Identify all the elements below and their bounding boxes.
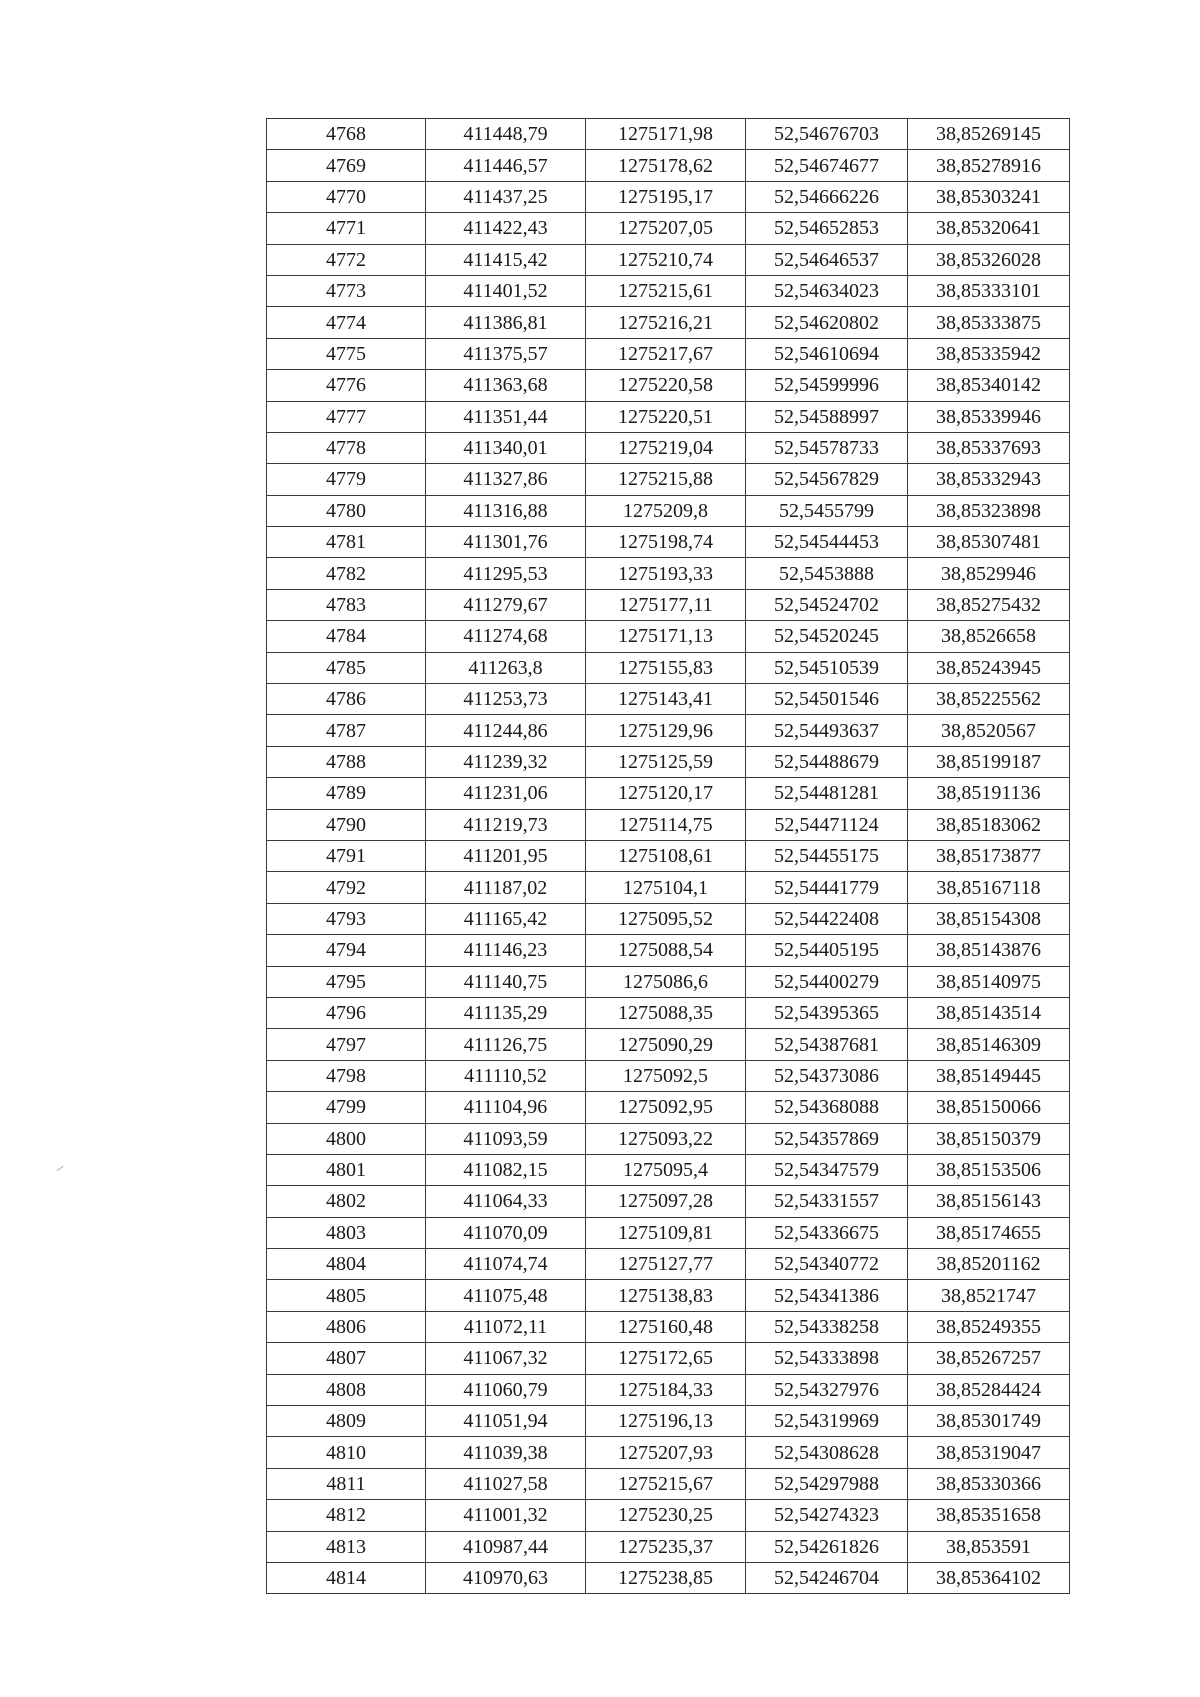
longitude-cell: 38,85243945 [908, 652, 1070, 683]
table-row [267, 338, 1070, 369]
latitude-cell: 52,54341386 [746, 1280, 908, 1311]
table-row [267, 903, 1070, 934]
y-coordinate-cell: 1275129,96 [586, 715, 746, 746]
latitude-cell: 52,54652853 [746, 213, 908, 244]
x-coordinate-cell: 411340,01 [426, 432, 586, 463]
point-number-cell: 4801 [267, 1154, 426, 1185]
point-number-cell: 4808 [267, 1374, 426, 1405]
table-row [267, 966, 1070, 997]
latitude-cell: 52,54357869 [746, 1123, 908, 1154]
y-coordinate-cell: 1275093,22 [586, 1123, 746, 1154]
longitude-cell: 38,85140975 [908, 966, 1070, 997]
longitude-cell: 38,85249355 [908, 1311, 1070, 1342]
y-coordinate-cell: 1275219,04 [586, 432, 746, 463]
table-row [267, 778, 1070, 809]
table-row [267, 370, 1070, 401]
point-number-cell: 4768 [267, 119, 426, 150]
latitude-cell: 52,54338258 [746, 1311, 908, 1342]
table-row [267, 244, 1070, 275]
longitude-cell: 38,85333101 [908, 275, 1070, 306]
y-coordinate-cell: 1275216,21 [586, 307, 746, 338]
point-number-cell: 4772 [267, 244, 426, 275]
table-row [267, 1029, 1070, 1060]
point-number-cell: 4792 [267, 872, 426, 903]
latitude-cell: 52,54493637 [746, 715, 908, 746]
longitude-cell: 38,85351658 [908, 1500, 1070, 1531]
point-number-cell: 4811 [267, 1468, 426, 1499]
point-number-cell: 4785 [267, 652, 426, 683]
latitude-cell: 52,54441779 [746, 872, 908, 903]
x-coordinate-cell: 410970,63 [426, 1562, 586, 1593]
table-row [267, 840, 1070, 871]
y-coordinate-cell: 1275160,48 [586, 1311, 746, 1342]
latitude-cell: 52,54646537 [746, 244, 908, 275]
y-coordinate-cell: 1275171,13 [586, 621, 746, 652]
point-number-cell: 4781 [267, 527, 426, 558]
latitude-cell: 52,54319969 [746, 1406, 908, 1437]
latitude-cell: 52,54471124 [746, 809, 908, 840]
scan-speck [56, 1166, 63, 1171]
y-coordinate-cell: 1275235,37 [586, 1531, 746, 1562]
table-row [267, 715, 1070, 746]
longitude-cell: 38,85167118 [908, 872, 1070, 903]
point-number-cell: 4780 [267, 495, 426, 526]
point-number-cell: 4795 [267, 966, 426, 997]
y-coordinate-cell: 1275184,33 [586, 1374, 746, 1405]
longitude-cell: 38,85191136 [908, 778, 1070, 809]
x-coordinate-cell: 411231,06 [426, 778, 586, 809]
point-number-cell: 4787 [267, 715, 426, 746]
longitude-cell: 38,85340142 [908, 370, 1070, 401]
table-row [267, 307, 1070, 338]
y-coordinate-cell: 1275092,5 [586, 1060, 746, 1091]
point-number-cell: 4796 [267, 997, 426, 1028]
point-number-cell: 4769 [267, 150, 426, 181]
y-coordinate-cell: 1275114,75 [586, 809, 746, 840]
y-coordinate-cell: 1275095,52 [586, 903, 746, 934]
point-number-cell: 4782 [267, 558, 426, 589]
x-coordinate-cell: 411244,86 [426, 715, 586, 746]
latitude-cell: 52,54501546 [746, 684, 908, 715]
x-coordinate-cell: 411239,32 [426, 746, 586, 777]
point-number-cell: 4793 [267, 903, 426, 934]
point-number-cell: 4776 [267, 370, 426, 401]
longitude-cell: 38,85278916 [908, 150, 1070, 181]
table-row [267, 684, 1070, 715]
point-number-cell: 4800 [267, 1123, 426, 1154]
table-row [267, 275, 1070, 306]
y-coordinate-cell: 1275230,25 [586, 1500, 746, 1531]
x-coordinate-cell: 411146,23 [426, 935, 586, 966]
x-coordinate-cell: 410987,44 [426, 1531, 586, 1562]
y-coordinate-cell: 1275195,17 [586, 181, 746, 212]
y-coordinate-cell: 1275220,51 [586, 401, 746, 432]
longitude-cell: 38,8520567 [908, 715, 1070, 746]
y-coordinate-cell: 1275125,59 [586, 746, 746, 777]
x-coordinate-cell: 411093,59 [426, 1123, 586, 1154]
y-coordinate-cell: 1275193,33 [586, 558, 746, 589]
longitude-cell: 38,85153506 [908, 1154, 1070, 1185]
latitude-cell: 52,54674677 [746, 150, 908, 181]
x-coordinate-cell: 411279,67 [426, 589, 586, 620]
latitude-cell: 52,54331557 [746, 1186, 908, 1217]
table-row [267, 181, 1070, 212]
point-number-cell: 4773 [267, 275, 426, 306]
longitude-cell: 38,85326028 [908, 244, 1070, 275]
latitude-cell: 52,54588997 [746, 401, 908, 432]
x-coordinate-cell: 411135,29 [426, 997, 586, 1028]
x-coordinate-cell: 411051,94 [426, 1406, 586, 1437]
latitude-cell: 52,54246704 [746, 1562, 908, 1593]
point-number-cell: 4807 [267, 1343, 426, 1374]
x-coordinate-cell: 411072,11 [426, 1311, 586, 1342]
longitude-cell: 38,85319047 [908, 1437, 1070, 1468]
table-row [267, 1500, 1070, 1531]
point-number-cell: 4774 [267, 307, 426, 338]
longitude-cell: 38,85335942 [908, 338, 1070, 369]
y-coordinate-cell: 1275127,77 [586, 1249, 746, 1280]
point-number-cell: 4790 [267, 809, 426, 840]
table-row [267, 872, 1070, 903]
y-coordinate-cell: 1275138,83 [586, 1280, 746, 1311]
longitude-cell: 38,85174655 [908, 1217, 1070, 1248]
x-coordinate-cell: 411415,42 [426, 244, 586, 275]
table-row [267, 652, 1070, 683]
table-row [267, 621, 1070, 652]
y-coordinate-cell: 1275143,41 [586, 684, 746, 715]
point-number-cell: 4806 [267, 1311, 426, 1342]
point-number-cell: 4804 [267, 1249, 426, 1280]
latitude-cell: 52,54373086 [746, 1060, 908, 1091]
table-row [267, 1249, 1070, 1280]
y-coordinate-cell: 1275097,28 [586, 1186, 746, 1217]
latitude-cell: 52,5453888 [746, 558, 908, 589]
x-coordinate-cell: 411363,68 [426, 370, 586, 401]
table-row [267, 432, 1070, 463]
y-coordinate-cell: 1275086,6 [586, 966, 746, 997]
longitude-cell: 38,8529946 [908, 558, 1070, 589]
x-coordinate-cell: 411064,33 [426, 1186, 586, 1217]
longitude-cell: 38,85143876 [908, 935, 1070, 966]
longitude-cell: 38,85149445 [908, 1060, 1070, 1091]
x-coordinate-cell: 411165,42 [426, 903, 586, 934]
longitude-cell: 38,85173877 [908, 840, 1070, 871]
point-number-cell: 4783 [267, 589, 426, 620]
latitude-cell: 52,54274323 [746, 1500, 908, 1531]
point-number-cell: 4802 [267, 1186, 426, 1217]
y-coordinate-cell: 1275207,05 [586, 213, 746, 244]
longitude-cell: 38,85154308 [908, 903, 1070, 934]
latitude-cell: 52,54567829 [746, 464, 908, 495]
latitude-cell: 52,54676703 [746, 119, 908, 150]
longitude-cell: 38,85199187 [908, 746, 1070, 777]
latitude-cell: 52,54327976 [746, 1374, 908, 1405]
latitude-cell: 52,54634023 [746, 275, 908, 306]
table-row [267, 1092, 1070, 1123]
table-row [267, 1123, 1070, 1154]
point-number-cell: 4775 [267, 338, 426, 369]
latitude-cell: 52,54297988 [746, 1468, 908, 1499]
y-coordinate-cell: 1275171,98 [586, 119, 746, 150]
x-coordinate-cell: 411253,73 [426, 684, 586, 715]
latitude-cell: 52,54308628 [746, 1437, 908, 1468]
longitude-cell: 38,85337693 [908, 432, 1070, 463]
x-coordinate-cell: 411027,58 [426, 1468, 586, 1499]
point-number-cell: 4779 [267, 464, 426, 495]
latitude-cell: 52,54666226 [746, 181, 908, 212]
table-row [267, 809, 1070, 840]
point-number-cell: 4771 [267, 213, 426, 244]
point-number-cell: 4799 [267, 1092, 426, 1123]
longitude-cell: 38,85323898 [908, 495, 1070, 526]
longitude-cell: 38,85269145 [908, 119, 1070, 150]
y-coordinate-cell: 1275172,65 [586, 1343, 746, 1374]
x-coordinate-cell: 411126,75 [426, 1029, 586, 1060]
y-coordinate-cell: 1275095,4 [586, 1154, 746, 1185]
latitude-cell: 52,54261826 [746, 1531, 908, 1562]
y-coordinate-cell: 1275215,88 [586, 464, 746, 495]
table-row [267, 997, 1070, 1028]
longitude-cell: 38,85303241 [908, 181, 1070, 212]
point-number-cell: 4788 [267, 746, 426, 777]
table-row [267, 1531, 1070, 1562]
y-coordinate-cell: 1275198,74 [586, 527, 746, 558]
latitude-cell: 52,54336675 [746, 1217, 908, 1248]
latitude-cell: 52,5455799 [746, 495, 908, 526]
y-coordinate-cell: 1275178,62 [586, 150, 746, 181]
longitude-cell: 38,8526658 [908, 621, 1070, 652]
table-row [267, 1280, 1070, 1311]
x-coordinate-cell: 411104,96 [426, 1092, 586, 1123]
table-row [267, 495, 1070, 526]
point-number-cell: 4810 [267, 1437, 426, 1468]
table-row [267, 1311, 1070, 1342]
x-coordinate-cell: 411263,8 [426, 652, 586, 683]
point-number-cell: 4789 [267, 778, 426, 809]
table-row [267, 150, 1070, 181]
point-number-cell: 4791 [267, 840, 426, 871]
latitude-cell: 52,54422408 [746, 903, 908, 934]
table-row [267, 1437, 1070, 1468]
y-coordinate-cell: 1275215,67 [586, 1468, 746, 1499]
y-coordinate-cell: 1275092,95 [586, 1092, 746, 1123]
table-row [267, 464, 1070, 495]
x-coordinate-cell: 411386,81 [426, 307, 586, 338]
x-coordinate-cell: 411001,32 [426, 1500, 586, 1531]
latitude-cell: 52,54395365 [746, 997, 908, 1028]
table-row [267, 401, 1070, 432]
point-number-cell: 4797 [267, 1029, 426, 1060]
longitude-cell: 38,85364102 [908, 1562, 1070, 1593]
longitude-cell: 38,853591 [908, 1531, 1070, 1562]
latitude-cell: 52,54368088 [746, 1092, 908, 1123]
x-coordinate-cell: 411274,68 [426, 621, 586, 652]
x-coordinate-cell: 411295,53 [426, 558, 586, 589]
longitude-cell: 38,85284424 [908, 1374, 1070, 1405]
table-row [267, 1406, 1070, 1437]
longitude-cell: 38,85183062 [908, 809, 1070, 840]
latitude-cell: 52,54455175 [746, 840, 908, 871]
latitude-cell: 52,54405195 [746, 935, 908, 966]
y-coordinate-cell: 1275217,67 [586, 338, 746, 369]
y-coordinate-cell: 1275209,8 [586, 495, 746, 526]
point-number-cell: 4778 [267, 432, 426, 463]
point-number-cell: 4798 [267, 1060, 426, 1091]
longitude-cell: 38,8521747 [908, 1280, 1070, 1311]
y-coordinate-cell: 1275108,61 [586, 840, 746, 871]
y-coordinate-cell: 1275090,29 [586, 1029, 746, 1060]
x-coordinate-cell: 411082,15 [426, 1154, 586, 1185]
longitude-cell: 38,85307481 [908, 527, 1070, 558]
longitude-cell: 38,85330366 [908, 1468, 1070, 1499]
x-coordinate-cell: 411074,74 [426, 1249, 586, 1280]
longitude-cell: 38,85150379 [908, 1123, 1070, 1154]
coordinates-table-body [267, 119, 1070, 1594]
x-coordinate-cell: 411351,44 [426, 401, 586, 432]
point-number-cell: 4770 [267, 181, 426, 212]
table-row [267, 527, 1070, 558]
longitude-cell: 38,85275432 [908, 589, 1070, 620]
y-coordinate-cell: 1275220,58 [586, 370, 746, 401]
x-coordinate-cell: 411140,75 [426, 966, 586, 997]
table-row [267, 1374, 1070, 1405]
x-coordinate-cell: 411201,95 [426, 840, 586, 871]
latitude-cell: 52,54481281 [746, 778, 908, 809]
y-coordinate-cell: 1275109,81 [586, 1217, 746, 1248]
latitude-cell: 52,54340772 [746, 1249, 908, 1280]
point-number-cell: 4813 [267, 1531, 426, 1562]
point-number-cell: 4777 [267, 401, 426, 432]
y-coordinate-cell: 1275088,54 [586, 935, 746, 966]
table-row [267, 1060, 1070, 1091]
latitude-cell: 52,54400279 [746, 966, 908, 997]
longitude-cell: 38,85143514 [908, 997, 1070, 1028]
table-row [267, 1343, 1070, 1374]
longitude-cell: 38,85332943 [908, 464, 1070, 495]
x-coordinate-cell: 411070,09 [426, 1217, 586, 1248]
x-coordinate-cell: 411327,86 [426, 464, 586, 495]
latitude-cell: 52,54510539 [746, 652, 908, 683]
y-coordinate-cell: 1275210,74 [586, 244, 746, 275]
y-coordinate-cell: 1275215,61 [586, 275, 746, 306]
longitude-cell: 38,85267257 [908, 1343, 1070, 1374]
point-number-cell: 4814 [267, 1562, 426, 1593]
x-coordinate-cell: 411075,48 [426, 1280, 586, 1311]
table-row [267, 1186, 1070, 1217]
x-coordinate-cell: 411187,02 [426, 872, 586, 903]
x-coordinate-cell: 411375,57 [426, 338, 586, 369]
point-number-cell: 4809 [267, 1406, 426, 1437]
point-number-cell: 4784 [267, 621, 426, 652]
x-coordinate-cell: 411446,57 [426, 150, 586, 181]
point-number-cell: 4803 [267, 1217, 426, 1248]
longitude-cell: 38,85146309 [908, 1029, 1070, 1060]
longitude-cell: 38,85333875 [908, 307, 1070, 338]
latitude-cell: 52,54578733 [746, 432, 908, 463]
longitude-cell: 38,85225562 [908, 684, 1070, 715]
table-row [267, 1468, 1070, 1499]
x-coordinate-cell: 411039,38 [426, 1437, 586, 1468]
point-number-cell: 4805 [267, 1280, 426, 1311]
table-row [267, 1562, 1070, 1593]
coordinates-table [266, 118, 1070, 1594]
latitude-cell: 52,54347579 [746, 1154, 908, 1185]
table-row [267, 558, 1070, 589]
x-coordinate-cell: 411067,32 [426, 1343, 586, 1374]
y-coordinate-cell: 1275155,83 [586, 652, 746, 683]
x-coordinate-cell: 411437,25 [426, 181, 586, 212]
x-coordinate-cell: 411422,43 [426, 213, 586, 244]
y-coordinate-cell: 1275177,11 [586, 589, 746, 620]
table-row [267, 1154, 1070, 1185]
latitude-cell: 52,54544453 [746, 527, 908, 558]
y-coordinate-cell: 1275207,93 [586, 1437, 746, 1468]
table-row [267, 746, 1070, 777]
y-coordinate-cell: 1275120,17 [586, 778, 746, 809]
y-coordinate-cell: 1275196,13 [586, 1406, 746, 1437]
table-row [267, 119, 1070, 150]
table-row [267, 213, 1070, 244]
table-row [267, 935, 1070, 966]
table-row [267, 1217, 1070, 1248]
x-coordinate-cell: 411448,79 [426, 119, 586, 150]
point-number-cell: 4794 [267, 935, 426, 966]
x-coordinate-cell: 411401,52 [426, 275, 586, 306]
point-number-cell: 4812 [267, 1500, 426, 1531]
latitude-cell: 52,54387681 [746, 1029, 908, 1060]
longitude-cell: 38,85156143 [908, 1186, 1070, 1217]
latitude-cell: 52,54524702 [746, 589, 908, 620]
table-row [267, 589, 1070, 620]
latitude-cell: 52,54620802 [746, 307, 908, 338]
longitude-cell: 38,85201162 [908, 1249, 1070, 1280]
point-number-cell: 4786 [267, 684, 426, 715]
latitude-cell: 52,54520245 [746, 621, 908, 652]
x-coordinate-cell: 411110,52 [426, 1060, 586, 1091]
y-coordinate-cell: 1275088,35 [586, 997, 746, 1028]
x-coordinate-cell: 411316,88 [426, 495, 586, 526]
longitude-cell: 38,85150066 [908, 1092, 1070, 1123]
latitude-cell: 52,54610694 [746, 338, 908, 369]
x-coordinate-cell: 411301,76 [426, 527, 586, 558]
longitude-cell: 38,85320641 [908, 213, 1070, 244]
latitude-cell: 52,54599996 [746, 370, 908, 401]
longitude-cell: 38,85339946 [908, 401, 1070, 432]
longitude-cell: 38,85301749 [908, 1406, 1070, 1437]
x-coordinate-cell: 411219,73 [426, 809, 586, 840]
y-coordinate-cell: 1275104,1 [586, 872, 746, 903]
x-coordinate-cell: 411060,79 [426, 1374, 586, 1405]
latitude-cell: 52,54488679 [746, 746, 908, 777]
latitude-cell: 52,54333898 [746, 1343, 908, 1374]
y-coordinate-cell: 1275238,85 [586, 1562, 746, 1593]
